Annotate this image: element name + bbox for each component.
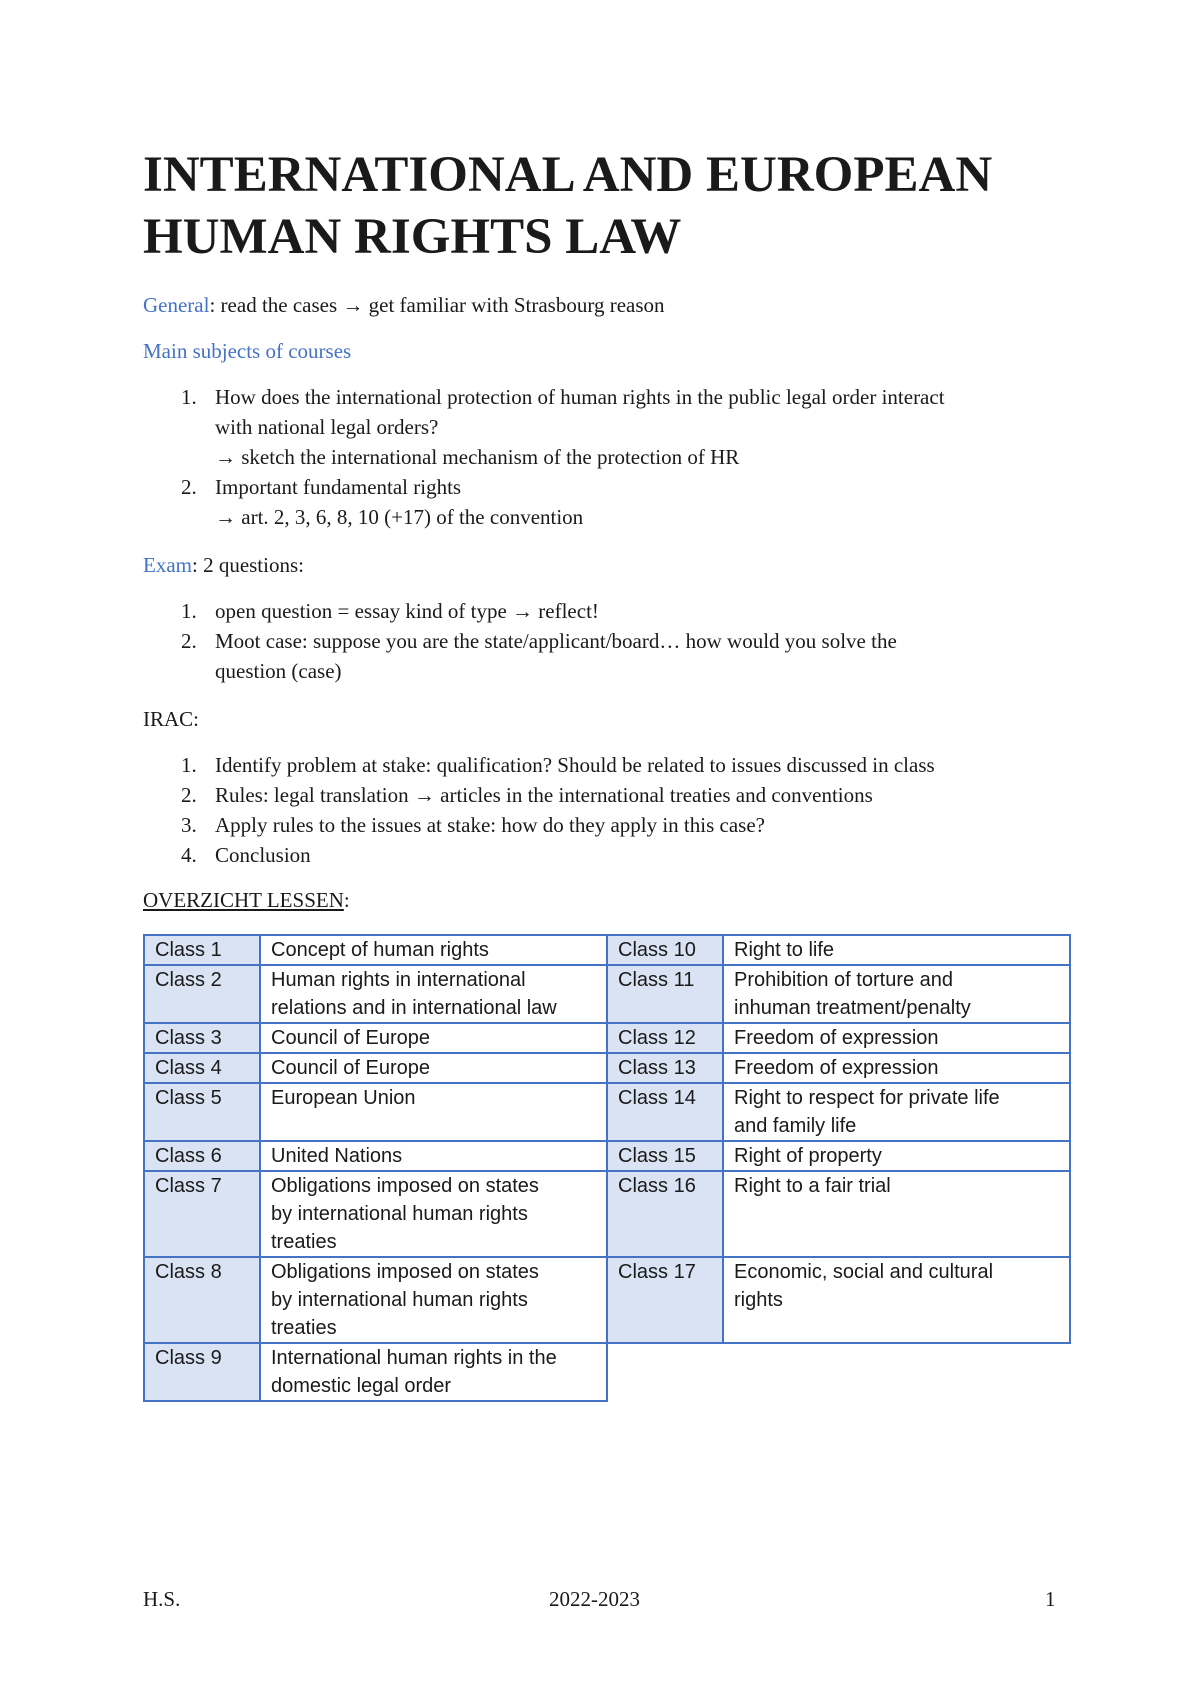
table-row bbox=[144, 1141, 1070, 1171]
cell-line: European Union bbox=[271, 1087, 416, 1109]
class-label: Class 6 bbox=[144, 1141, 260, 1171]
class-overview-table bbox=[143, 934, 1071, 1402]
class-label: Class 10 bbox=[607, 935, 723, 965]
cell-line: domestic legal order bbox=[271, 1375, 452, 1397]
class-label: Class 11 bbox=[607, 965, 723, 1023]
class-label: Class 13 bbox=[607, 1053, 723, 1083]
class-topic bbox=[260, 1343, 607, 1401]
class-label: Class 15 bbox=[607, 1141, 723, 1171]
cell-line: treaties bbox=[271, 1317, 337, 1339]
class-label: Class 3 bbox=[144, 1023, 260, 1053]
class-label: Class 17 bbox=[607, 1257, 723, 1343]
list-item: 2. Rules: legal translation → articles in the international treaties and conventions bbox=[181, 783, 873, 807]
cell-line: Right of property bbox=[734, 1145, 882, 1167]
class-topic bbox=[723, 1171, 1070, 1257]
class-topic bbox=[723, 1053, 1070, 1083]
cell-line: Obligations imposed on states bbox=[271, 1175, 539, 1197]
class-topic bbox=[723, 1083, 1070, 1141]
class-topic bbox=[260, 1141, 607, 1171]
class-label: Class 16 bbox=[607, 1171, 723, 1257]
cell-line: by international human rights bbox=[271, 1289, 528, 1311]
list-item: 1. open question = essay kind of type → reflect! bbox=[181, 599, 599, 623]
general-label: General bbox=[143, 293, 210, 317]
list-item: 2. Important fundamental rights → art. 2, 3, 6, 8, 10 (+17) of the convention bbox=[181, 475, 584, 529]
cell-line: International human rights in the bbox=[271, 1347, 557, 1369]
cell-line: and family life bbox=[734, 1115, 857, 1137]
class-topic bbox=[260, 1053, 607, 1083]
overview-heading: OVERZICHT LESSEN bbox=[143, 888, 344, 912]
class-topic bbox=[723, 1257, 1070, 1343]
cell-line: rights bbox=[734, 1289, 783, 1311]
list-item: 1. How does the international protection of human rights in the public legal order interact with national legal orders? → sketch the international mechanism of the protection of HR bbox=[181, 385, 945, 469]
cell-line: Human rights in international bbox=[271, 969, 526, 991]
cell-line: relations and in international law bbox=[271, 997, 557, 1019]
general-text: : read the cases → get familiar with Strasbourg reason bbox=[209, 293, 665, 317]
cell-line: Concept of human rights bbox=[271, 939, 489, 961]
table-row bbox=[144, 1257, 1070, 1343]
list-item: 1. Identify problem at stake: qualification? Should be related to issues discussed in class bbox=[181, 753, 935, 777]
footer-left: H.S. bbox=[143, 1587, 181, 1611]
class-topic bbox=[723, 1023, 1070, 1053]
cell-line: Freedom of expression bbox=[734, 1057, 939, 1079]
cell-line: Council of Europe bbox=[271, 1057, 430, 1079]
footer-page-number: 1 bbox=[1045, 1587, 1056, 1611]
empty-cell bbox=[607, 1343, 723, 1401]
list-item: 3. Apply rules to the issues at stake: how do they apply in this case? bbox=[181, 813, 765, 837]
irac-heading: IRAC: bbox=[143, 707, 200, 731]
table-row bbox=[144, 1343, 1070, 1401]
cell-line: Obligations imposed on states bbox=[271, 1261, 539, 1283]
footer-center: 2022-2023 bbox=[549, 1587, 640, 1611]
class-label: Class 12 bbox=[607, 1023, 723, 1053]
table-row bbox=[144, 1023, 1070, 1053]
cell-line: United Nations bbox=[271, 1145, 403, 1167]
irac-list bbox=[143, 750, 1065, 870]
class-label: Class 9 bbox=[144, 1343, 260, 1401]
exam-list bbox=[143, 596, 1065, 686]
main-subjects-list bbox=[143, 382, 1065, 532]
table-row bbox=[144, 935, 1070, 965]
class-topic bbox=[260, 1083, 607, 1141]
cell-line: Right to respect for private life bbox=[734, 1087, 1000, 1109]
cell-line: inhuman treatment/penalty bbox=[734, 997, 971, 1019]
table-row bbox=[144, 1083, 1070, 1141]
main-subjects-heading: Main subjects of courses bbox=[143, 339, 352, 363]
class-label: Class 2 bbox=[144, 965, 260, 1023]
class-label: Class 4 bbox=[144, 1053, 260, 1083]
list-item: 2. Moot case: suppose you are the state/applicant/board… how would you solve the question (case) bbox=[181, 629, 897, 683]
cell-line: by international human rights bbox=[271, 1203, 528, 1225]
page-title: INTERNATIONAL AND EUROPEAN HUMAN RIGHTS LAW bbox=[143, 147, 993, 265]
cell-line: Right to life bbox=[734, 939, 835, 961]
class-topic bbox=[260, 1171, 607, 1257]
class-topic bbox=[260, 1023, 607, 1053]
exam-line bbox=[143, 550, 304, 580]
class-topic bbox=[723, 1141, 1070, 1171]
general-line bbox=[143, 290, 665, 320]
cell-line: Economic, social and cultural bbox=[734, 1261, 994, 1283]
cell-line: Prohibition of torture and bbox=[734, 969, 954, 991]
cell-line: treaties bbox=[271, 1231, 337, 1253]
overview-heading-line: OVERZICHT LESSEN: bbox=[143, 888, 350, 912]
class-label: Class 7 bbox=[144, 1171, 260, 1257]
cell-line: Freedom of expression bbox=[734, 1027, 939, 1049]
empty-cell bbox=[723, 1343, 1070, 1401]
table-row bbox=[144, 1171, 1070, 1257]
class-label: Class 1 bbox=[144, 935, 260, 965]
class-label: Class 8 bbox=[144, 1257, 260, 1343]
class-topic bbox=[723, 935, 1070, 965]
class-topic bbox=[260, 935, 607, 965]
class-topic bbox=[260, 1257, 607, 1343]
list-item: 4. Conclusion bbox=[181, 843, 311, 867]
cell-line: Right to a fair trial bbox=[734, 1175, 891, 1197]
class-label: Class 5 bbox=[144, 1083, 260, 1141]
class-label: Class 14 bbox=[607, 1083, 723, 1141]
exam-text: : 2 questions: bbox=[191, 553, 304, 577]
exam-label: Exam bbox=[143, 553, 192, 577]
class-topic bbox=[723, 965, 1070, 1023]
cell-line: Council of Europe bbox=[271, 1027, 430, 1049]
class-topic bbox=[260, 965, 607, 1023]
table-row bbox=[144, 965, 1070, 1023]
table-row bbox=[144, 1053, 1070, 1083]
